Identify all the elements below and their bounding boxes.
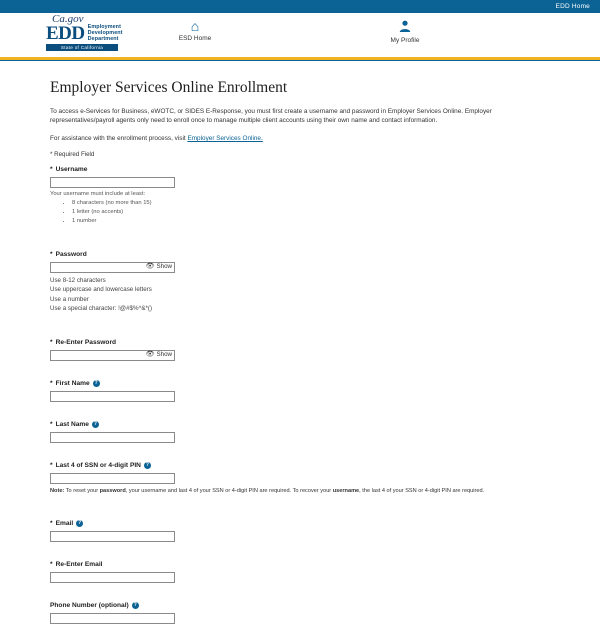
label-email (50, 520, 550, 527)
show-password-button[interactable] (146, 262, 172, 271)
required-star-last-name: * (50, 420, 53, 428)
field-group-username (50, 166, 550, 226)
dept-line-3: Department (87, 36, 119, 42)
edd-home-link[interactable]: EDD Home (555, 3, 590, 10)
note-bold-1: Note: (50, 487, 65, 494)
state-of-california-banner: State of California (46, 44, 118, 51)
label-last-name (50, 421, 550, 428)
help-icon-email[interactable]: ? (78, 519, 82, 526)
edd-wordmark: EDD (46, 23, 85, 44)
assistance-paragraph (50, 134, 550, 143)
required-star-first-name: * (50, 379, 53, 387)
username-hint: Your username must include at least: (50, 191, 146, 197)
help-icon-last-name[interactable]: ? (93, 420, 97, 427)
header-navigation (0, 19, 600, 44)
nav-item-my-profile[interactable] (360, 19, 450, 44)
field-group-password (50, 251, 550, 314)
username-requirements-list (50, 199, 550, 226)
label-first-name (50, 380, 550, 387)
user-icon (360, 19, 450, 35)
label-ssn-pin (50, 462, 550, 469)
label-text-email: Email (55, 519, 74, 527)
label-username (50, 166, 550, 173)
nav-label-my-profile: My Profile (390, 37, 420, 44)
first-name-input[interactable] (50, 391, 175, 402)
required-star-ssn-pin: * (50, 461, 53, 469)
home-icon: ⌂ (190, 18, 200, 34)
field-group-ssn-pin (50, 462, 550, 495)
password-rule: Use a special character: !@#$%^&*() (50, 305, 153, 313)
label-text-ssn-pin: Last 4 of SSN or 4-digit PIN (55, 461, 141, 469)
label-reenter-email (50, 561, 550, 568)
password-rule: Use 8-12 characters (50, 277, 106, 284)
show-password-label: Show (156, 263, 172, 270)
required-star-reenter-password: * (50, 338, 53, 346)
required-star-username: * (50, 166, 53, 173)
ssn-pin-input[interactable] (50, 473, 175, 484)
reenter-email-input[interactable] (50, 572, 175, 583)
last-name-input[interactable] (50, 432, 175, 443)
label-text-username: Username (55, 166, 88, 173)
field-group-first-name (50, 380, 550, 402)
nav-item-esd-home[interactable] (150, 19, 240, 44)
employer-services-online-link[interactable]: Employer Services Online. (187, 135, 263, 142)
note-bold-2: password (99, 487, 126, 494)
field-group-phone (50, 602, 550, 624)
field-group-last-name (50, 421, 550, 443)
field-group-reenter-password (50, 339, 550, 361)
label-text-phone: Phone Number (optional) (50, 601, 129, 609)
label-reenter-password (50, 339, 550, 346)
label-text-password: Password (55, 251, 87, 258)
label-text-reenter-email: Re-Enter Email (55, 560, 103, 568)
eye-icon: 👁 (145, 263, 155, 270)
reenter-password-input-wrap (50, 349, 175, 361)
show-reenter-password-label: Show (156, 350, 172, 358)
help-icon-phone[interactable]: ? (133, 601, 137, 608)
help-icon-first-name[interactable]: ? (94, 379, 98, 386)
note-bold-3: username (332, 487, 360, 494)
required-field-note: * Required Field (50, 151, 95, 158)
email-input[interactable] (50, 531, 175, 542)
required-star-email: * (50, 519, 53, 527)
dept-line-2: Development (87, 30, 123, 36)
intro-paragraph: To access e-Services for Business, eWOTC, or SIDES E-Response, you must first create a username and password in Employer Services Online. Employer representatives/payroll agents only need to enroll once to manage multiple client accounts using their own name and contact information. (50, 108, 492, 124)
password-input-wrap (50, 261, 175, 273)
field-group-email (50, 520, 550, 542)
ssn-pin-note (50, 487, 510, 495)
phone-input[interactable] (50, 613, 175, 624)
label-phone (50, 602, 550, 609)
help-icon-ssn-pin[interactable]: ? (145, 461, 149, 468)
label-text-last-name: Last Name (55, 420, 89, 428)
label-password (50, 251, 550, 258)
required-star-reenter-email: * (50, 560, 53, 568)
list-item: • 1 letter (no accents) (72, 208, 550, 217)
note-text-2: , your username and last 4 of your SSN or 4-digit PIN are required. To recover your (125, 487, 333, 494)
list-item: • 1 number (72, 217, 550, 226)
list-item: • 8 characters (no more than 15) (72, 199, 550, 208)
label-text-first-name: First Name (55, 379, 90, 387)
label-text-reenter-password: Re-Enter Password (55, 338, 117, 346)
ca-gov-text: Ca.gov (52, 13, 84, 25)
utility-bar (0, 0, 600, 13)
assistance-text: For assistance with the enrollment process, visit (50, 135, 188, 142)
username-input[interactable] (50, 177, 175, 188)
note-text-1: To reset your (64, 487, 100, 494)
page-title: Employer Services Online Enrollment (50, 79, 288, 96)
page-content (0, 61, 600, 624)
field-group-reenter-email (50, 561, 550, 583)
show-reenter-password-button[interactable] (146, 350, 172, 359)
password-rule: Use uppercase and lowercase letters (50, 286, 152, 294)
site-header (0, 13, 600, 57)
required-star-password: * (50, 251, 53, 258)
password-rule: Use a number (50, 295, 89, 303)
dept-line-1: Employment (87, 24, 121, 30)
eye-icon: 👁 (145, 350, 155, 358)
password-rules (50, 276, 550, 314)
nav-label-esd-home: ESD Home (178, 35, 212, 42)
note-text-3: , the last 4 of your SSN or 4-digit PIN are required. (359, 487, 485, 494)
